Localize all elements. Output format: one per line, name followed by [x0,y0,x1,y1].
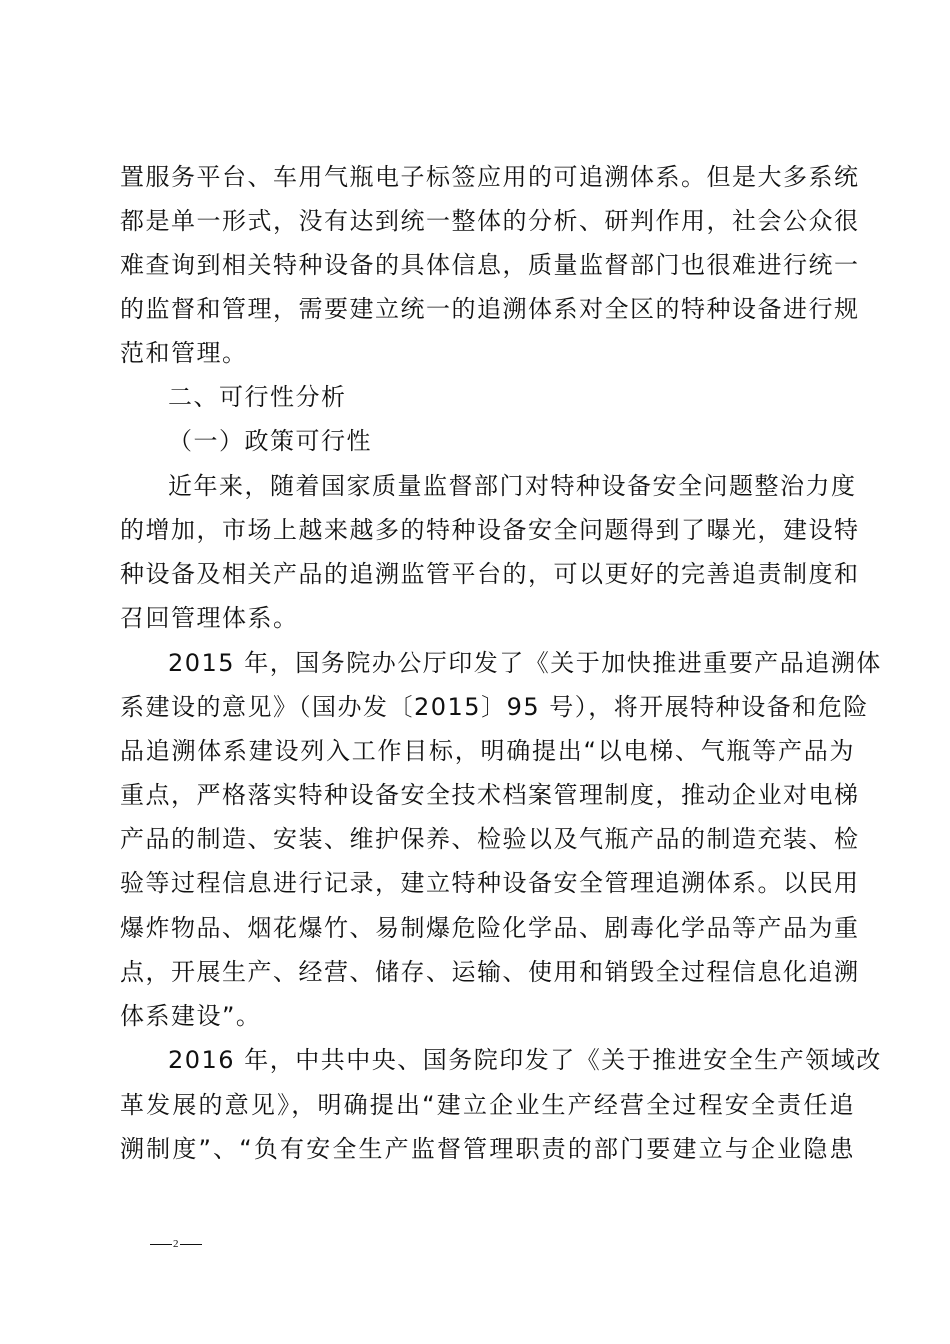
body-line-18: 爆炸物品、烟花爆竹、易制爆危险化学品、剧毒化学品等产品为重 [120,914,860,942]
body-line-14: 品追溯体系建设列入工作目标，明确提出“以电梯、气瓶等产品为 [120,737,855,765]
body-line-20: 体系建设”。 [120,1002,262,1030]
body-line-19: 点，开展生产、经营、储存、运输、使用和销毁全过程信息化追溯 [120,958,860,986]
body-line-3: 难查询到相关特种设备的具体信息，质量监督部门也很难进行统一 [120,251,860,279]
body-line-5: 范和管理。 [120,339,248,367]
body-line-8: 近年来，随着国家质量监督部门对特种设备安全问题整治力度 [168,472,857,500]
body-line-22: 革发展的意见》，明确提出“建立企业生产经营全过程安全责任追 [120,1091,855,1119]
body-line-15: 重点，严格落实特种设备安全技术档案管理制度，推动企业对电梯 [120,781,860,809]
subsection-heading: （一）政策可行性 [168,427,372,455]
footer-dash-left [150,1244,172,1245]
body-line-21: 2016 年，中共中央、国务院印发了《关于推进安全生产领域改 [168,1046,882,1074]
body-line-9: 的增加，市场上越来越多的特种设备安全问题得到了曝光，建设特 [120,516,860,544]
body-line-23: 溯制度”、“负有安全生产监督管理职责的部门要建立与企业隐患 [120,1135,855,1163]
body-line-2: 都是单一形式，没有达到统一整体的分析、研判作用，社会公众很 [120,207,860,235]
body-line-17: 验等过程信息进行记录，建立特种设备安全管理追溯体系。以民用 [120,869,860,897]
body-line-1: 置服务平台、车用气瓶电子标签应用的可追溯体系。但是大多系统 [120,163,860,191]
body-line-10: 种设备及相关产品的追溯监管平台的，可以更好的完善追责制度和 [120,560,860,588]
page-footer [150,1237,202,1251]
body-line-16: 产品的制造、安装、维护保养、检验以及气瓶产品的制造充装、检 [120,825,860,853]
footer-dash-right [180,1244,202,1245]
page-number: 2 [173,1238,179,1250]
body-line-11: 召回管理体系。 [120,604,299,632]
body-line-13: 系建设的意见》（国办发〔2015〕95 号），将开展特种设备和危险 [120,693,869,721]
body-line-4: 的监督和管理，需要建立统一的追溯体系对全区的特种设备进行规 [120,295,860,323]
body-line-12: 2015 年，国务院办公厅印发了《关于加快推进重要产品追溯体 [168,649,882,677]
section-heading: 二、可行性分析 [168,383,347,411]
